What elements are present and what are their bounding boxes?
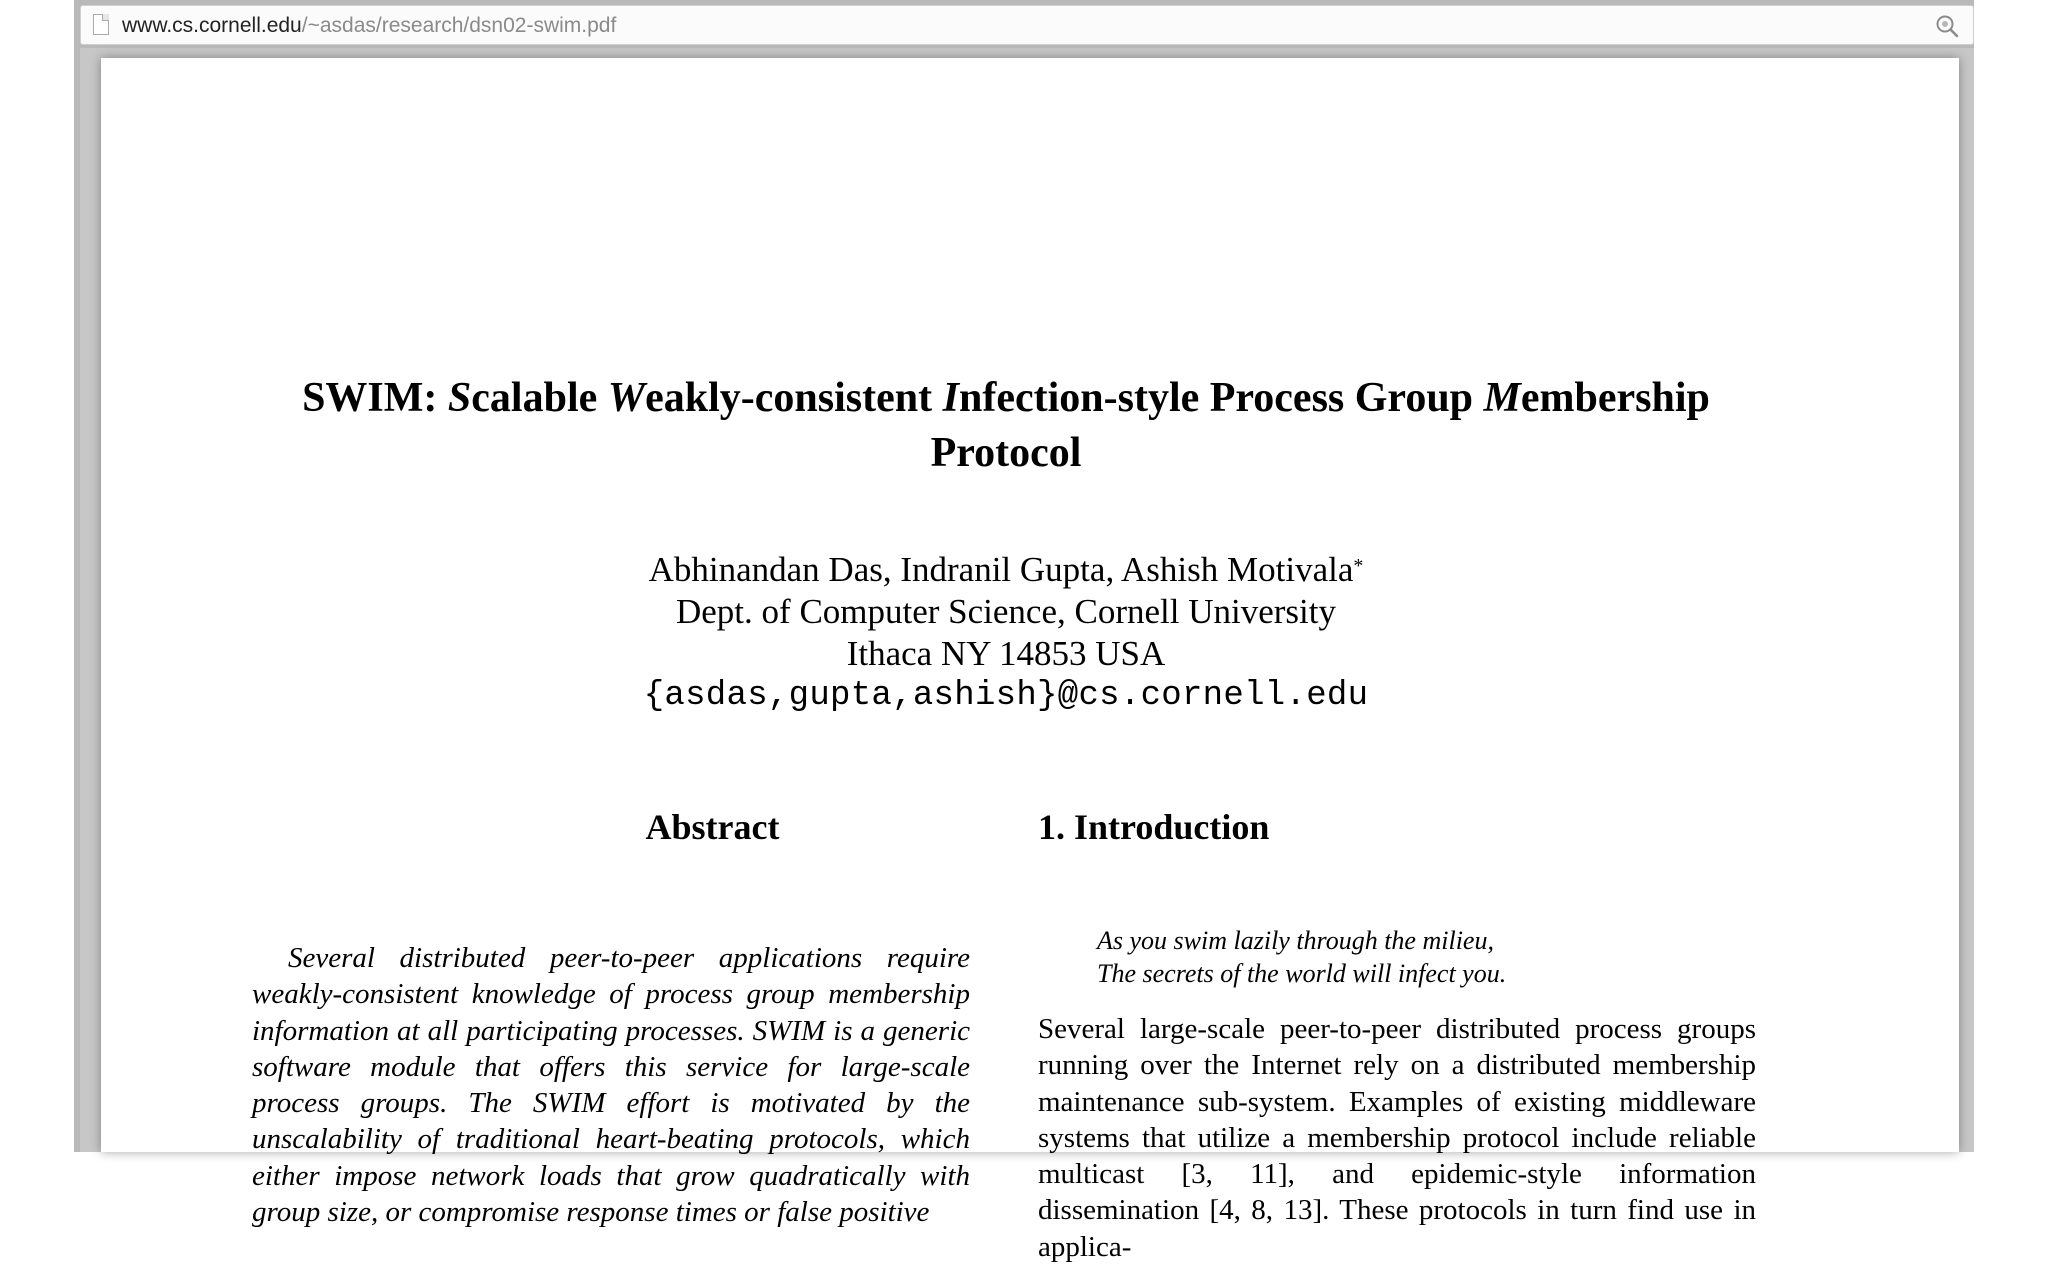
introduction-heading: 1. Introduction (1038, 807, 1270, 847)
epigraph-line-2: The secrets of the world will infect you. (1097, 959, 1507, 988)
affiliation: Dept. of Computer Science, Cornell University (676, 592, 1336, 631)
paper-title (101, 371, 1911, 481)
url-path: /~asdas/research/dsn02-swim.pdf (301, 14, 617, 37)
epigraph-line-1: As you swim lazily through the milieu, (1097, 926, 1494, 955)
url-text[interactable] (122, 14, 616, 38)
author-names: Abhinandan Das, Indranil Gupta, Ashish Motivala* (648, 550, 1364, 589)
epigraph (1097, 924, 1506, 990)
address: Ithaca NY 14853 USA (846, 634, 1166, 673)
author-block (101, 549, 1911, 717)
abstract-heading: Abstract (645, 807, 780, 847)
document-icon (93, 14, 109, 35)
address-bar[interactable] (80, 5, 1974, 45)
title-line-2: Protocol (930, 430, 1082, 476)
pdf-page (101, 58, 1959, 1263)
title-line-1: SWIM: Scalable Weakly-consistent Infection-style Process Group Membership (302, 375, 1710, 421)
url-host: www.cs.cornell.edu (122, 14, 302, 37)
introduction-text: Several large-scale peer-to-peer distributed process groups running over the Internet rely on a distributed membership maintenance sub-system. Examples of existing middleware systems that utilize a membership protocol include reliable multicast [3, 11], and epidemic-style information dissemination [4, 8, 13]. These protocols in turn find use in applica- (1038, 1013, 1756, 1263)
author-email: {asdas,gupta,ashish}@cs.cornell.edu (643, 677, 1369, 715)
magnifier-icon[interactable] (1935, 14, 1959, 38)
abstract-text: Several distributed peer-to-peer applications require weakly-consistent knowledge of process group membership information at all participating processes. SWIM is a generic software module that offers this service for large-scale process groups. The SWIM effort is motivated by the unscalability of traditional heart-beating protocols, which either impose network loads that grow quadratically with group size, or compromise response times or false positive (252, 942, 970, 1229)
author-footnote-mark: * (1353, 555, 1364, 577)
